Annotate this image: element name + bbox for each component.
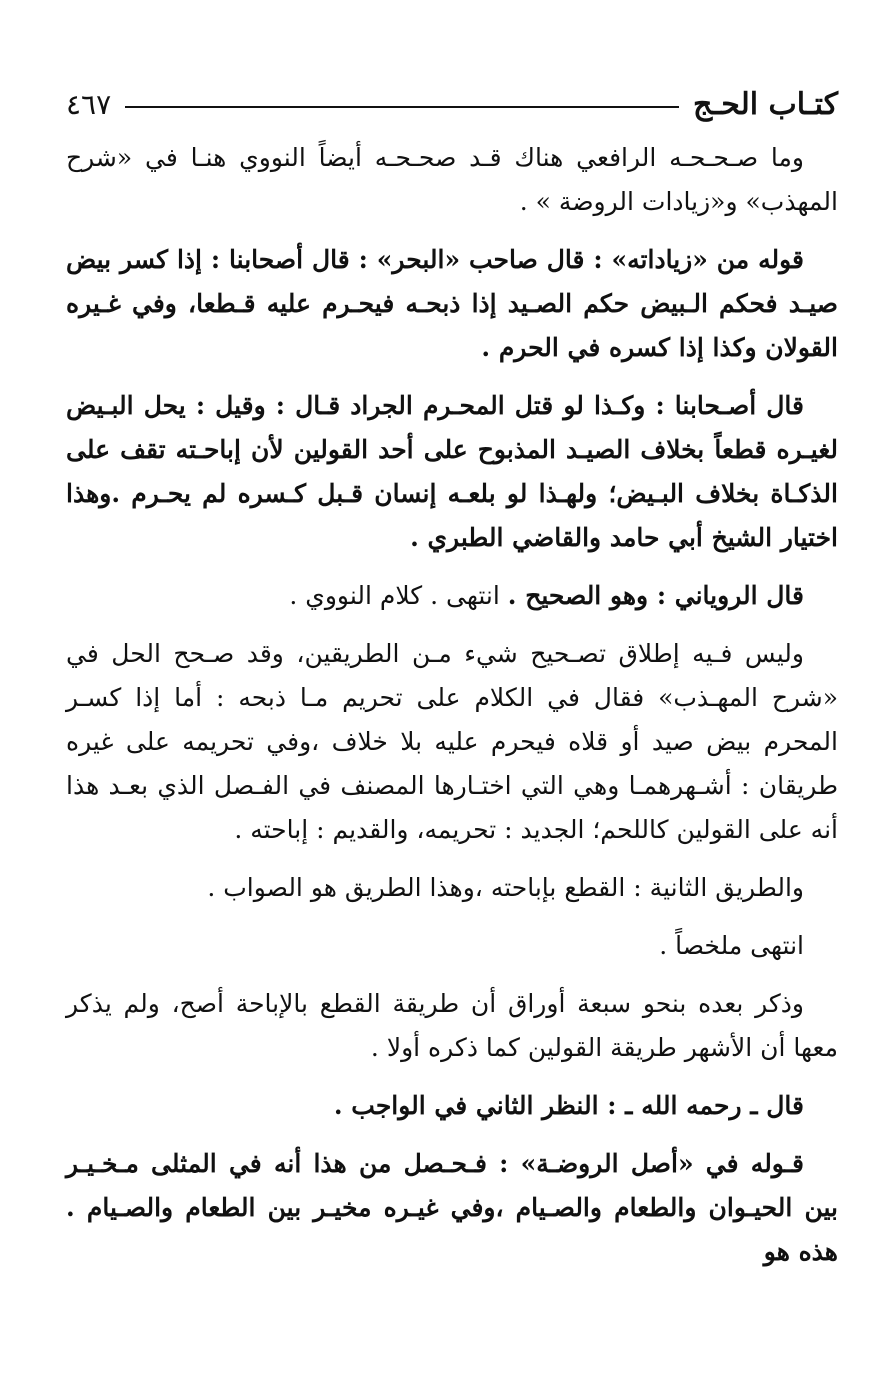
paragraph-7: انتهى ملخصاً . [659,931,804,960]
page-number: ٤٦٧ [66,87,112,121]
paragraph-9: قال ـ رحمه الله ـ : النظر الثاني في الواجب . [333,1091,804,1120]
paragraph-3: قال أصـحابنا : وكـذا لو قتل المحـرم الجراد قـال : وقيل : يحل البـيض لغيـره قطعاً بخلاف الصيـد المذبوح على أحد القولين لأن إباحـته تقف على الذكـاة بخلاف البـيض؛ ولهـذا لو بلعـه إنسان قـبل كـسره لم يحـرم .وهذا اختيار الشيخ أبي حامد والقاضي الطبري . [66,391,838,552]
paragraph-8: وذكر بعده بنحو سبعة أوراق أن طريقة القطع بالإباحة أصح، ولم يذكر معها أن الأشهر طريقة القولين كما ذكره أولا . [66,989,838,1062]
running-title: كتـاب الحـج [693,86,838,122]
paragraph-10: قـوله في «أصل الروضـة» : فـحـصل من هذا أنه في المثلى مـخـيـر بين الحيـوان والطعام والصـيام ،وفي غيـره مخيـر بين الطعام والصـيام . هذه هو [66,1149,838,1266]
paragraph-4-bold: قال الروياني : وهو الصحيح . [507,581,804,610]
paragraph-2: قوله من «زياداته» : قال صاحب «البحر» : قال أصحابنا : إذا كسر بيض صيـد فحكم الـبيض حكم الصـيد إذا ذبحـه فيحـرم عليه قـطعا، وفي غـيره القولان وكذا إذا كسره في الحرم . [66,245,838,362]
paragraph-4-plain: انتهى . كلام النووي . [289,581,508,610]
paragraph-6: والطريق الثانية : القطع بإباحته ،وهذا الطريق هو الصواب . [207,873,804,902]
header-rule [125,106,679,108]
paragraph-5: وليس فـيه إطلاق تصـحيح شيء مـن الطريقين، وقد صـحح الحل في «شرح المهـذب» فقال في الكلام على تحريم مـا ذبحه : أما إذا كسـر المحرم بيض صيد أو قلاه فيحرم عليه بلا خلاف ،وفي تحريمه على غيره طريقان : أشـهرهمـا وهي التي اختـارها المصنف في الفـصل الذي بعـد هذا أنه على القولين كاللحم؛ الجديد : تحريمه، والقديم : إباحته . [66,639,838,844]
paragraph-1: وما صـحـحـه الرافعي هناك قـد صحـحـه أيضاً النووي هنـا في «شرح المهذب» و«زيادات الروضة » . [66,143,838,216]
page-header [66,78,838,130]
book-page [66,78,838,1288]
paragraph-4 [66,574,838,618]
